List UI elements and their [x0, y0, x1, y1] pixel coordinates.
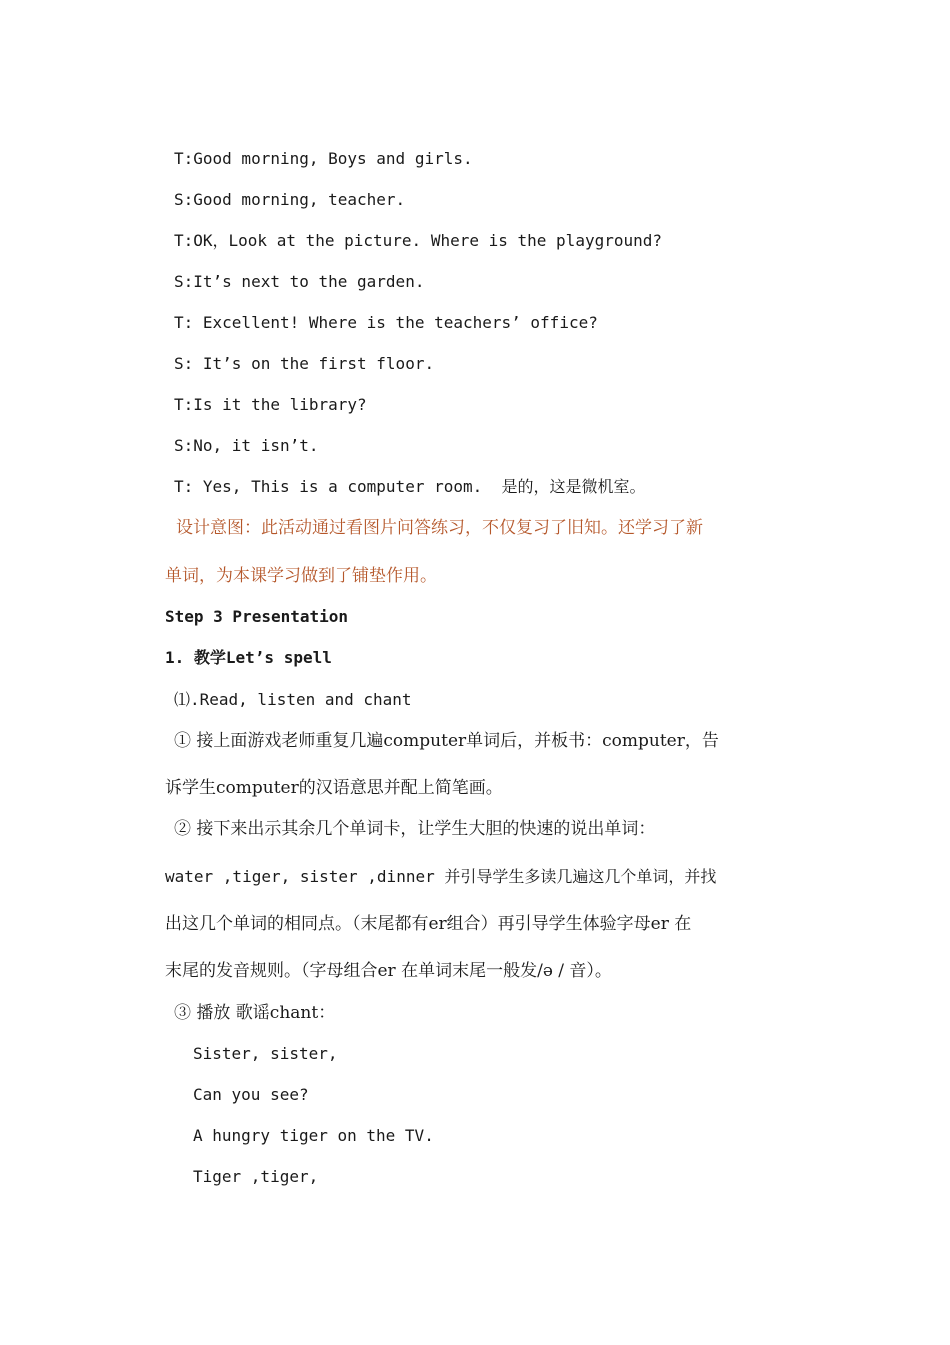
- dialogue-line-9: T: Yes, This is a computer room. 是的，这是微机室。: [174, 477, 646, 496]
- item1-line-1: ① 接上面游戏老师重复几遍computer单词后，并板书：computer，告: [174, 731, 719, 751]
- item2-line-2: water ,tiger, sister ,dinner 并引导学生多读几遍这几个单词，并找: [165, 867, 717, 886]
- step-heading: Step 3 Presentation: [165, 607, 349, 626]
- chant-line-2: Can you see?: [193, 1085, 309, 1104]
- dialogue-line-2: S:Good morning, teacher.: [174, 190, 406, 209]
- part-label: ⑴.Read, listen and chant: [174, 690, 412, 709]
- design-note-line-1: 设计意图：此活动通过看图片问答练习，不仅复习了旧知。还学习了新: [176, 518, 703, 538]
- dialogue-line-8: S:No, it isn’t.: [174, 436, 319, 455]
- dialogue-line-1: T:Good morning, Boys and girls.: [174, 149, 473, 168]
- dialogue-line-7: T:Is it the library?: [174, 395, 367, 414]
- dialogue-line-3: T:OK，Look at the picture. Where is the playground?: [174, 231, 663, 250]
- design-note-line-2: 单词，为本课学习做到了铺垫作用。: [165, 566, 437, 586]
- dialogue-line-6: S: It’s on the first floor.: [174, 354, 435, 373]
- chant-line-3: A hungry tiger on the TV.: [193, 1126, 434, 1145]
- chant-line-1: Sister, sister,: [193, 1044, 338, 1063]
- item1-line-2: 诉学生computer的汉语意思并配上简笔画。: [165, 778, 503, 798]
- dialogue-line-4: S:It’s next to the garden.: [174, 272, 425, 291]
- dialogue-line-5: T: Excellent! Where is the teachers’ office?: [174, 313, 598, 332]
- item2-line-1: ② 接下来出示其余几个单词卡，让学生大胆的快速的说出单词：: [174, 819, 656, 839]
- chant-line-4: Tiger ,tiger,: [193, 1167, 319, 1186]
- item2-line-3: 出这几个单词的相同点。（末尾都有er组合）再引导学生体验字母er 在: [165, 914, 692, 934]
- sub-heading: 1. 教学Let’s spell: [165, 648, 332, 667]
- item2-line-4: 末尾的发音规则。（字母组合er 在单词末尾一般发/ə / 音）。: [165, 961, 612, 981]
- item3-label: ③ 播放 歌谣chant：: [174, 1003, 336, 1023]
